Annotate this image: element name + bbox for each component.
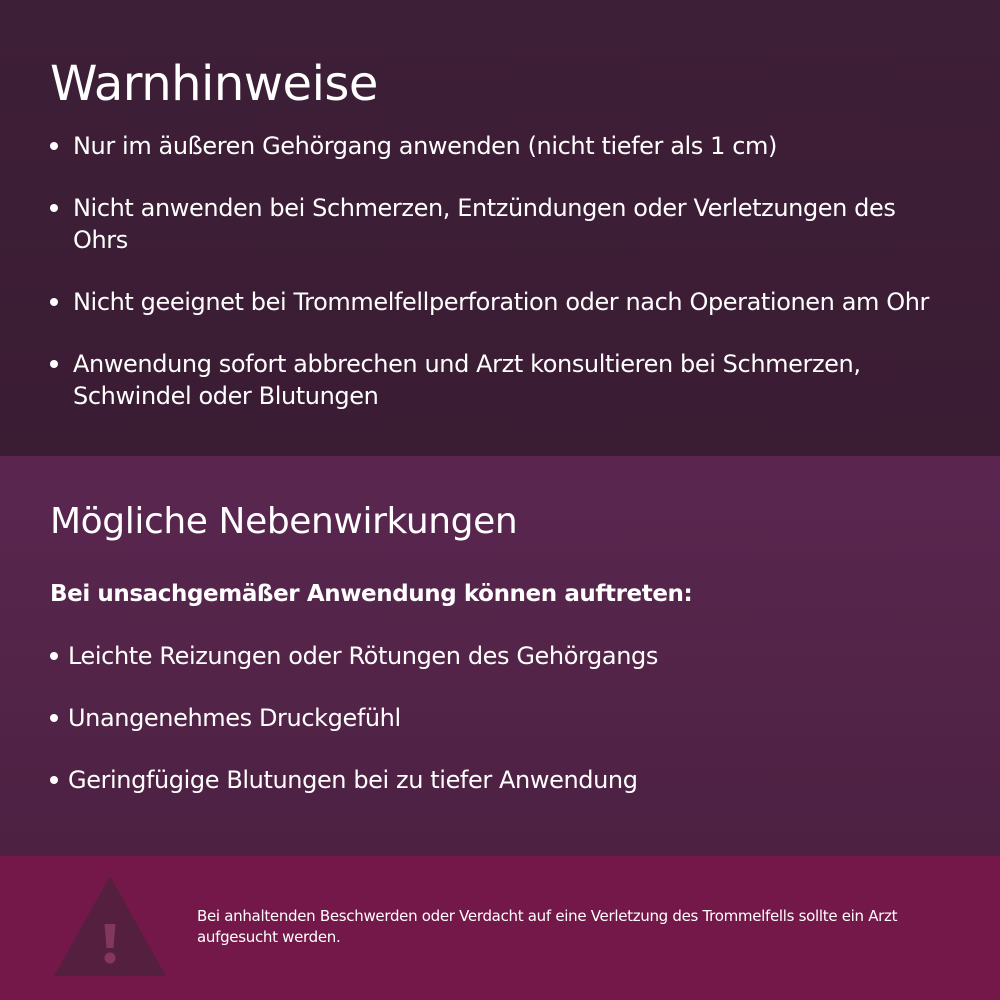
warning-triangle-icon — [52, 874, 168, 978]
bullet-icon — [50, 360, 58, 368]
warning-item — [50, 130, 950, 162]
side-effects-intro: Bei unsachgemäßer Anwendung können auftreten: — [50, 581, 693, 607]
warning-item-text: Anwendung sofort abbrechen und Arzt konsultieren bei Schmerzen, Schwindel oder Blutungen — [73, 350, 861, 410]
warning-item — [50, 192, 950, 256]
warning-item — [50, 286, 950, 318]
warning-item-text: Nicht geeignet bei Trommelfellperforation oder nach Operationen am Ohr — [73, 288, 929, 316]
warning-item-text: Nur im äußeren Gehörgang anwenden (nicht tiefer als 1 cm) — [73, 132, 777, 160]
warnings-title: Warnhinweise — [50, 56, 378, 112]
side-effect-item-text: Geringfügige Blutungen bei zu tiefer Anwendung — [68, 766, 638, 794]
side-effect-item — [50, 702, 960, 734]
warnings-section — [0, 0, 1000, 456]
bullet-icon — [50, 204, 58, 212]
bullet-icon — [50, 714, 58, 722]
bullet-icon — [50, 298, 58, 306]
side-effect-item — [50, 764, 960, 796]
bullet-icon — [50, 776, 58, 784]
bullet-icon — [50, 142, 58, 150]
warning-item-text: Nicht anwenden bei Schmerzen, Entzündungen oder Verletzungen des Ohrs — [73, 194, 896, 254]
side-effects-title: Mögliche Nebenwirkungen — [50, 501, 518, 542]
notice-text: Bei anhaltenden Beschwerden oder Verdacht auf eine Verletzung des Trommelfells sollte ein Arzt aufgesucht werden. — [197, 907, 898, 946]
warning-item — [50, 348, 950, 412]
side-effect-item-text: Unangenehmes Druckgefühl — [68, 704, 401, 732]
side-effect-item — [50, 640, 960, 672]
warnings-list — [50, 130, 950, 412]
side-effects-list — [50, 640, 960, 796]
side-effects-section — [0, 456, 1000, 856]
side-effect-item-text: Leichte Reizungen oder Rötungen des Gehörgangs — [68, 642, 658, 670]
bullet-icon — [50, 652, 58, 660]
